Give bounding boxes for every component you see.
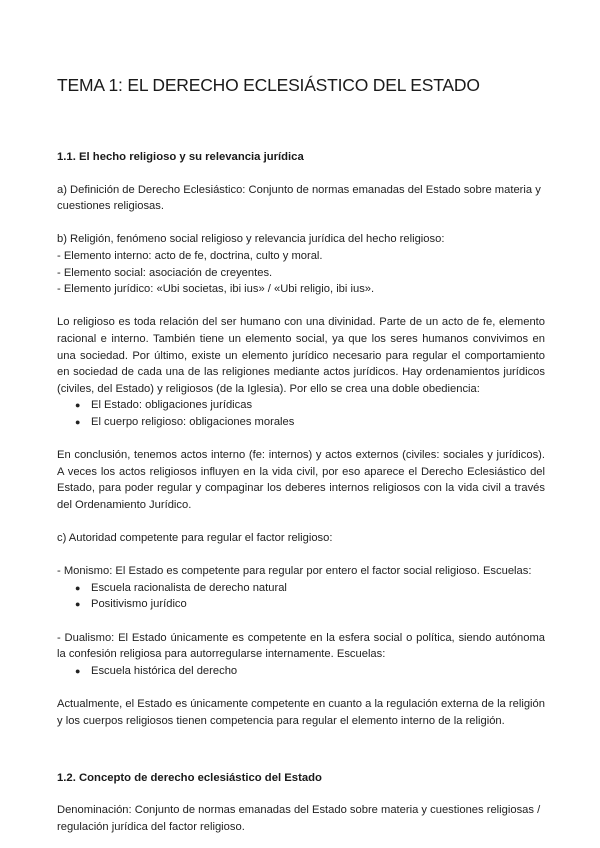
document-content bbox=[57, 149, 545, 836]
list-item-text: Escuela racionalista de derecho natural bbox=[91, 581, 287, 594]
list-item-text: Escuela histórica del derecho bbox=[91, 664, 238, 677]
denominacion-paragraph: Denominación: Conjunto de normas emanadas del Estado sobre materia y cuestiones religiosas / regulación jurídica del factor religioso. bbox=[57, 804, 541, 833]
spacer bbox=[57, 513, 545, 530]
list-item-text: El Estado: obligaciones jurídicas bbox=[91, 399, 253, 412]
spacer bbox=[57, 165, 545, 182]
list-item bbox=[75, 580, 545, 597]
list-item bbox=[75, 663, 545, 680]
actualmente-paragraph: Actualmente, el Estado es únicamente competente en cuanto a la regulación externa de la religión y los cuerpos religiosos tienen competencia para regular el elemento interno de la religión. bbox=[57, 698, 545, 727]
element-item: - Elemento interno: acto de fe, doctrina, culto y moral. bbox=[57, 249, 323, 262]
monismo-paragraph: - Monismo: El Estado es competente para regular por entero el factor social religioso. Escuelas: bbox=[57, 565, 532, 578]
spacer bbox=[57, 613, 545, 630]
bullet-icon: ● bbox=[75, 416, 81, 427]
list-item-text: Positivismo jurídico bbox=[91, 598, 187, 611]
bullet-icon: ● bbox=[75, 599, 81, 610]
element-item: - Elemento jurídico: «Ubi societas, ibi ius» / «Ubi religio, ibi ius». bbox=[57, 283, 375, 296]
section-2-heading: 1.2. Concepto de derecho eclesiástico del Estado bbox=[57, 771, 322, 784]
document-title: TEMA 1: EL DERECHO ECLESIÁSTICO DEL ESTADO bbox=[57, 75, 480, 95]
dualismo-paragraph: - Dualismo: El Estado únicamente es competente en la esfera social o política, siendo autónoma la confesión religiosa para autorregularse internamente. Escuelas: bbox=[57, 631, 545, 661]
spacer bbox=[57, 786, 545, 803]
spacer bbox=[57, 547, 545, 564]
bullet-icon: ● bbox=[75, 665, 81, 676]
religion-paragraph: Lo religioso es toda relación del ser humano con una divinidad. Parte de un acto de fe, elemento racional e interno. También tiene un elemento social, ya que los seres humanos convivimos en una sociedad. Por último, existe un elemento jurídico necesario para regular el comportamiento en sociedad de cada una de las religiones mediante actos jurídicos. Hay ordenamientos jurídicos (civiles, del Estado) y religiosos (de la Iglesia). Por ello se crea una doble obediencia: bbox=[57, 316, 545, 395]
list-item bbox=[75, 596, 545, 613]
section-1-heading: 1.1. El hecho religioso y su relevancia jurídica bbox=[57, 151, 304, 163]
conclusion-paragraph: En conclusión, tenemos actos interno (fe: internos) y actos externos (civiles: sociales y jurídicos). A veces los actos religiosos influyen en la vida civil, por eso aparece el Derecho Eclesiástico del Estado, para poder regular y compaginar los deberes internos religiosos con la vida civil a través del Ordenamiento Jurídico. bbox=[57, 449, 545, 511]
spacer bbox=[57, 298, 545, 315]
spacer bbox=[57, 729, 545, 753]
obedience-list bbox=[57, 397, 545, 430]
list-item bbox=[75, 397, 545, 414]
definition-paragraph: a) Definición de Derecho Eclesiástico: Conjunto de normas emanadas del Estado sobre materia y cuestiones religiosas. bbox=[57, 183, 541, 213]
bullet-icon: ● bbox=[75, 582, 81, 593]
spacer bbox=[57, 215, 545, 232]
element-item: - Elemento social: asociación de creyentes. bbox=[57, 266, 273, 279]
bullet-icon: ● bbox=[75, 400, 81, 411]
monismo-list bbox=[57, 580, 545, 613]
list-item-text: El cuerpo religioso: obligaciones morales bbox=[91, 415, 295, 428]
spacer bbox=[57, 753, 545, 770]
spacer bbox=[57, 679, 545, 696]
religion-intro: b) Religión, fenómeno social religioso y relevancia jurídica del hecho religioso: bbox=[57, 233, 445, 246]
authority-intro: c) Autoridad competente para regular el factor religioso: bbox=[57, 532, 333, 545]
dualismo-list bbox=[57, 663, 545, 680]
list-item bbox=[75, 414, 545, 431]
spacer bbox=[57, 431, 545, 448]
